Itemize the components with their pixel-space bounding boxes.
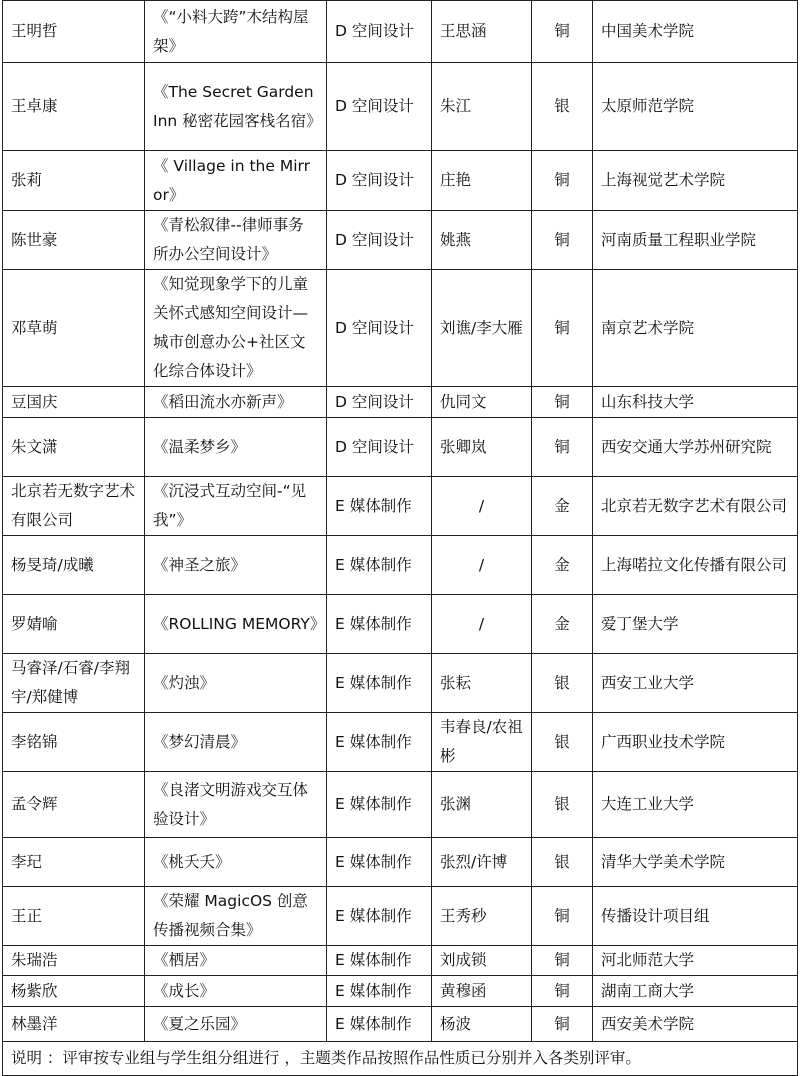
table-row <box>3 595 798 654</box>
school-cell: 西安交通大学苏州研究院 <box>593 418 798 477</box>
school-cell: 南京艺术学院 <box>593 270 798 387</box>
award-table <box>2 0 798 1076</box>
work-cell: 《 Village in the Mirror》 <box>145 151 327 211</box>
category-cell: E 媒体制作 <box>327 654 432 713</box>
award-cell: 金 <box>532 477 593 536</box>
tutor-cell: 庄艳 <box>432 151 532 211</box>
tutor-cell: 张卿岚 <box>432 418 532 477</box>
name-cell: 王明哲 <box>3 1 145 63</box>
category-cell: D 空间设计 <box>327 211 432 270</box>
tutor-cell: / <box>432 536 532 595</box>
tutor-cell: 朱江 <box>432 63 532 151</box>
name-cell: 王正 <box>3 887 145 946</box>
tutor-cell: 仇同文 <box>432 387 532 418</box>
work-cell: 《栖居》 <box>145 946 327 976</box>
table-row <box>3 477 798 536</box>
school-cell: 西安工业大学 <box>593 654 798 713</box>
school-cell: 大连工业大学 <box>593 772 798 838</box>
table-row <box>3 654 798 713</box>
award-cell: 铜 <box>532 946 593 976</box>
table-row <box>3 211 798 270</box>
work-cell: 《梦幻清晨》 <box>145 713 327 772</box>
school-cell: 河南质量工程职业学院 <box>593 211 798 270</box>
tutor-cell: 刘成锁 <box>432 946 532 976</box>
tutor-cell: 王思涵 <box>432 1 532 63</box>
tutor-cell: 张烈/许博 <box>432 838 532 887</box>
name-cell: 朱文潇 <box>3 418 145 477</box>
name-cell: 陈世豪 <box>3 211 145 270</box>
award-cell: 银 <box>532 63 593 151</box>
school-cell: 广西职业技术学院 <box>593 713 798 772</box>
name-cell: 北京若无数字艺术有限公司 <box>3 477 145 536</box>
work-cell: 《成长》 <box>145 976 327 1007</box>
school-cell: 山东科技大学 <box>593 387 798 418</box>
tutor-cell: 王秀秒 <box>432 887 532 946</box>
table-row <box>3 976 798 1007</box>
category-cell: E 媒体制作 <box>327 976 432 1007</box>
work-cell: 《ROLLING MEMORY》 <box>145 595 327 654</box>
category-cell: D 空间设计 <box>327 270 432 387</box>
work-cell: 《“小料大跨”木结构屋架》 <box>145 1 327 63</box>
school-cell: 湖南工商大学 <box>593 976 798 1007</box>
award-cell: 银 <box>532 713 593 772</box>
award-cell: 铜 <box>532 887 593 946</box>
table-row <box>3 1 798 63</box>
note-row <box>3 1042 798 1076</box>
award-cell: 铜 <box>532 387 593 418</box>
tutor-cell: 黄穆函 <box>432 976 532 1007</box>
tutor-cell: / <box>432 477 532 536</box>
table-row <box>3 838 798 887</box>
table-row <box>3 270 798 387</box>
school-cell: 太原师范学院 <box>593 63 798 151</box>
work-cell: 《桃夭夭》 <box>145 838 327 887</box>
table-row <box>3 772 798 838</box>
name-cell: 马睿泽/石睿/李翔宇/郑健博 <box>3 654 145 713</box>
award-cell: 金 <box>532 536 593 595</box>
table-row <box>3 151 798 211</box>
school-cell: 上海喏拉文化传播有限公司 <box>593 536 798 595</box>
award-cell: 铜 <box>532 976 593 1007</box>
category-cell: D 空间设计 <box>327 1 432 63</box>
name-cell: 杨紫欣 <box>3 976 145 1007</box>
award-cell: 铜 <box>532 1 593 63</box>
name-cell: 罗婧喻 <box>3 595 145 654</box>
school-cell: 河北师范大学 <box>593 946 798 976</box>
work-cell: 《良渚文明游戏交互体验设计》 <box>145 772 327 838</box>
table-row <box>3 713 798 772</box>
award-cell: 银 <box>532 772 593 838</box>
name-cell: 李铭锦 <box>3 713 145 772</box>
category-cell: E 媒体制作 <box>327 838 432 887</box>
school-cell: 西安美术学院 <box>593 1007 798 1042</box>
name-cell: 邓草萌 <box>3 270 145 387</box>
category-cell: D 空间设计 <box>327 418 432 477</box>
name-cell: 孟令辉 <box>3 772 145 838</box>
category-cell: E 媒体制作 <box>327 536 432 595</box>
tutor-cell: 韦春良/农祖彬 <box>432 713 532 772</box>
award-cell: 铜 <box>532 418 593 477</box>
award-cell: 铜 <box>532 211 593 270</box>
table-row <box>3 887 798 946</box>
school-cell: 爱丁堡大学 <box>593 595 798 654</box>
name-cell: 林墨洋 <box>3 1007 145 1042</box>
tutor-cell: 杨波 <box>432 1007 532 1042</box>
table-row <box>3 418 798 477</box>
school-cell: 清华大学美术学院 <box>593 838 798 887</box>
name-cell: 豆国庆 <box>3 387 145 418</box>
category-cell: E 媒体制作 <box>327 477 432 536</box>
work-cell: 《The Secret Garden Inn 秘密花园客栈名宿》 <box>145 63 327 151</box>
work-cell: 《知觉现象学下的儿童关怀式感知空间设计—城市创意办公+社区文化综合体设计》 <box>145 270 327 387</box>
category-cell: E 媒体制作 <box>327 595 432 654</box>
note-text: 说明 ：评审按专业组与学生组分组进行 ，主题类作品按照作品性质已分别并入各类别评审。 <box>3 1042 798 1076</box>
work-cell: 《灼浊》 <box>145 654 327 713</box>
school-cell: 传播设计项目组 <box>593 887 798 946</box>
award-cell: 铜 <box>532 151 593 211</box>
work-cell: 《温柔梦乡》 <box>145 418 327 477</box>
work-cell: 《稻田流水亦新声》 <box>145 387 327 418</box>
name-cell: 王卓康 <box>3 63 145 151</box>
work-cell: 《神圣之旅》 <box>145 536 327 595</box>
name-cell: 杨旻琦/成曦 <box>3 536 145 595</box>
name-cell: 张莉 <box>3 151 145 211</box>
category-cell: E 媒体制作 <box>327 713 432 772</box>
tutor-cell: / <box>432 595 532 654</box>
award-table-body <box>3 1 798 1076</box>
name-cell: 李玘 <box>3 838 145 887</box>
category-cell: D 空间设计 <box>327 387 432 418</box>
table-row <box>3 946 798 976</box>
category-cell: E 媒体制作 <box>327 772 432 838</box>
category-cell: E 媒体制作 <box>327 1007 432 1042</box>
table-row <box>3 536 798 595</box>
award-cell: 铜 <box>532 270 593 387</box>
school-cell: 中国美术学院 <box>593 1 798 63</box>
award-cell: 金 <box>532 595 593 654</box>
work-cell: 《沉浸式互动空间-“见我”》 <box>145 477 327 536</box>
category-cell: E 媒体制作 <box>327 887 432 946</box>
category-cell: D 空间设计 <box>327 151 432 211</box>
award-cell: 铜 <box>532 1007 593 1042</box>
table-row <box>3 63 798 151</box>
name-cell: 朱瑞浩 <box>3 946 145 976</box>
award-cell: 银 <box>532 838 593 887</box>
school-cell: 北京若无数字艺术有限公司 <box>593 477 798 536</box>
award-cell: 银 <box>532 654 593 713</box>
work-cell: 《青松叙律--律师事务所办公空间设计》 <box>145 211 327 270</box>
category-cell: E 媒体制作 <box>327 946 432 976</box>
work-cell: 《荣耀 MagicOS 创意传播视频合集》 <box>145 887 327 946</box>
table-row <box>3 1007 798 1042</box>
category-cell: D 空间设计 <box>327 63 432 151</box>
work-cell: 《夏之乐园》 <box>145 1007 327 1042</box>
tutor-cell: 张耘 <box>432 654 532 713</box>
tutor-cell: 姚燕 <box>432 211 532 270</box>
school-cell: 上海视觉艺术学院 <box>593 151 798 211</box>
tutor-cell: 刘谯/李大雁 <box>432 270 532 387</box>
tutor-cell: 张渊 <box>432 772 532 838</box>
table-row <box>3 387 798 418</box>
